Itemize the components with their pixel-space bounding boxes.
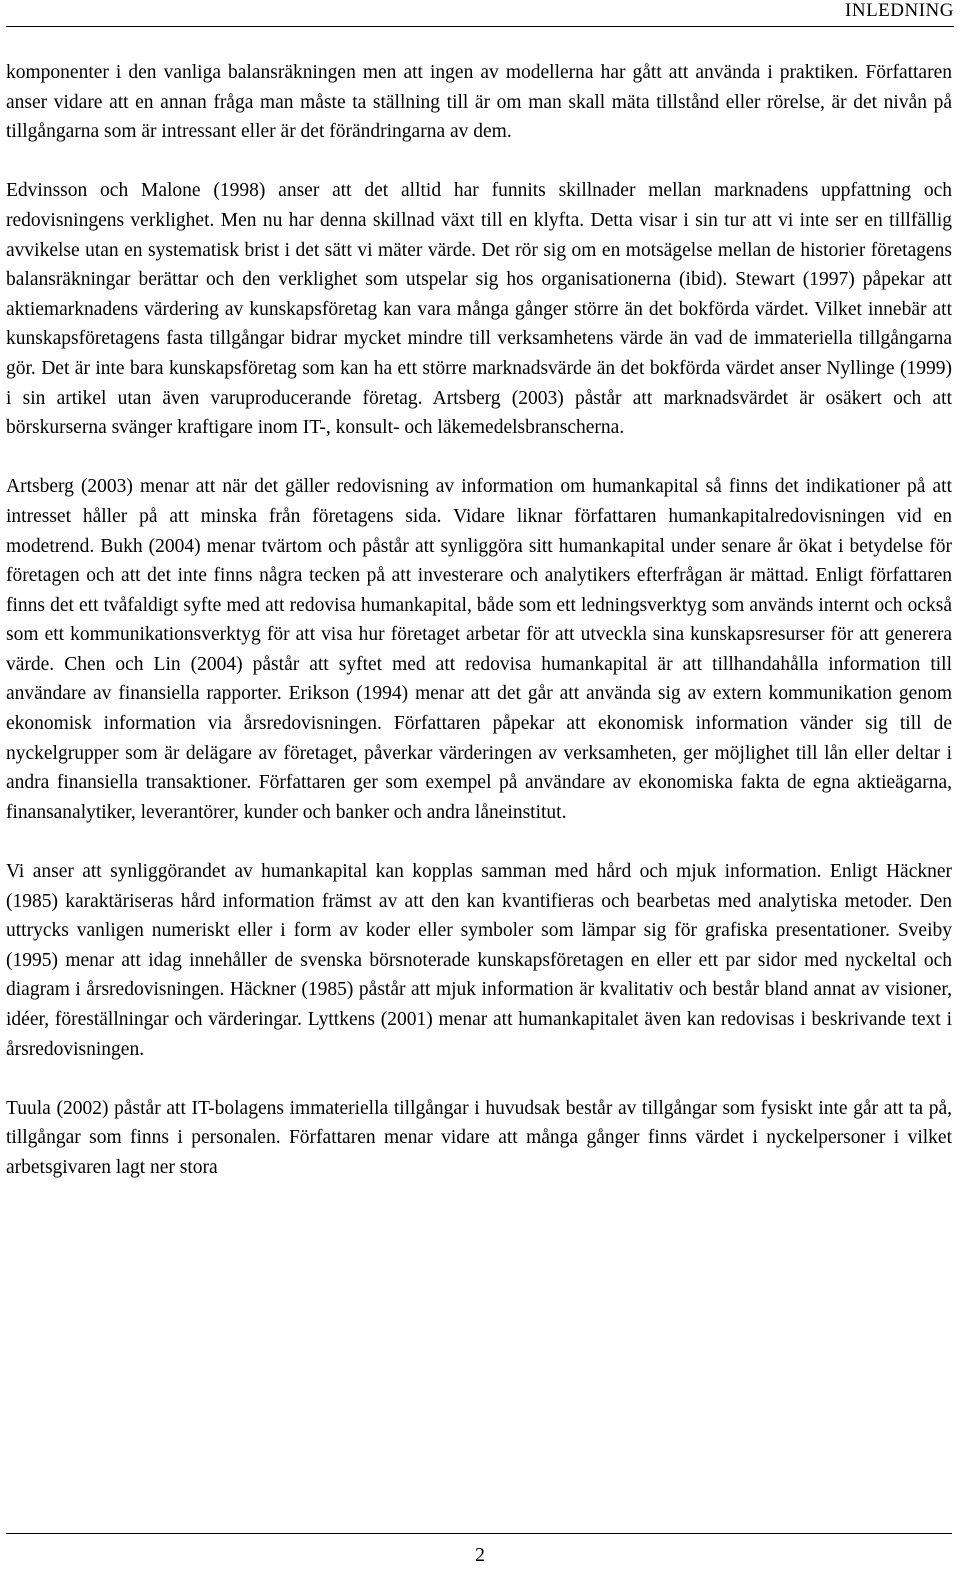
footer-divider: [6, 1533, 952, 1534]
body-text: [6, 58, 952, 1183]
header-title: INLEDNING: [845, 0, 954, 21]
paragraph: Edvinsson och Malone (1998) anser att det alltid har funnits skillnader mellan marknadens uppfattning och redovisningens verklighet. Men nu har denna skillnad växt till en klyfta. Detta visar i sin tur att vi inte ser en tillfällig avvikelse utan en systematisk brist i det sätt vi mäter värde. Det rör sig om en motsägelse mellan de historier företagens balansräkningar berättar och den verklighet som utspelar sig hos organisationerna (ibid). Stewart (1997) påpekar att aktiemarknadens värdering av kunskapsföretag kan vara många gånger större än det bokförda värdet. Vilket innebär att kunskapsföretagens fasta tillgångar bidrar mycket mindre till verksamhetens värde än vad de immateriella tillgångarna gör. Det är inte bara kunskapsföretag som kan ha ett större marknadsvärde än det bokförda värdet anser Nyllinge (1999) i sin artikel utan även varuproducerande företag. Artsberg (2003) påstår att marknadsvärdet är osäkert och att börskurserna svänger kraftigare inom IT-, konsult- och läkemedelsbranscherna.: [6, 180, 952, 439]
paragraph: komponenter i den vanliga balansräkningen men att ingen av modellerna har gått att använda i praktiken. Författaren anser vidare att en annan fråga man måste ta ställning till är om man skall mäta tillstånd eller rörelse, är det nivån på tillgångarna som är intressant eller är det förändringarna av dem.: [6, 62, 952, 143]
paragraph: Vi anser att synliggörandet av humankapital kan kopplas samman med hård och mjuk information. Enligt Häckner (1985) karaktäriseras hård information främst av att den kan kvantifieras och bearbetas med analytiska metoder. Den uttrycks vanligen numeriskt eller i form av koder eller symboler som lämpar sig för grafiska presentationer. Sveiby (1995) menar att idag innehåller de svenska börsnoterade kunskapsföretagen en eller ett par sidor med nyckeltal och diagram i årsredovisningen. Häckner (1985) påstår att mjuk information är kvalitativ och består bland annat av visioner, idéer, föreställningar och värderingar. Lyttkens (2001) menar att humankapitalet även kan redovisas i beskrivande text i årsredovisningen.: [6, 861, 952, 1060]
page-number: 2: [475, 1544, 485, 1566]
paragraph: Tuula (2002) påstår att IT-bolagens immateriella tillgångar i huvudsak består av tillgångar som fysiskt inte går att ta på, tillgångar som finns i personalen. Författaren menar vidare att många gånger finns värdet i nyckelpersoner i vilket arbetsgivaren lagt ner stora: [6, 1097, 952, 1178]
paragraph: Artsberg (2003) menar att när det gäller redovisning av information om humankapital så finns det indikationer på att intresset håller på att minska från företagens sida. Vidare liknar författaren humankapitalredovisningen vid en modetrend. Bukh (2004) menar tvärtom och påstår att synliggöra sitt humankapital under senare år ökat i betydelse för företagen och att det inte finns några tecken på att investerare och analytikers efterfrågan är mättad. Enligt författaren finns det ett tvåfaldigt syfte med att redovisa humankapital, både som ett ledningsverktyg som används internt och också som ett kommunikationsverktyg för att visa hur företaget arbetar för att utveckla sina kunskapsresurser för att generera värde. Chen och Lin (2004) påstår att syftet med att redovisa humankapital är att tillhandahålla information till användare av finansiella rapporter. Erikson (1994) menar att det går att använda sig av extern kommunikation genom ekonomisk information via årsredovisningen. Författaren påpekar att ekonomisk information vänder sig till de nyckelgrupper som är delägare av företaget, påverkar värderingen av verksamheten, ger möjlighet till lån eller deltar i andra finansiella transaktioner. Författaren ger som exempel på användare av ekonomiska fakta de egna aktieägarna, finansanalytiker, leverantörer, kunder och banker och andra låneinstitut.: [6, 476, 952, 823]
page-header: [6, 0, 954, 27]
